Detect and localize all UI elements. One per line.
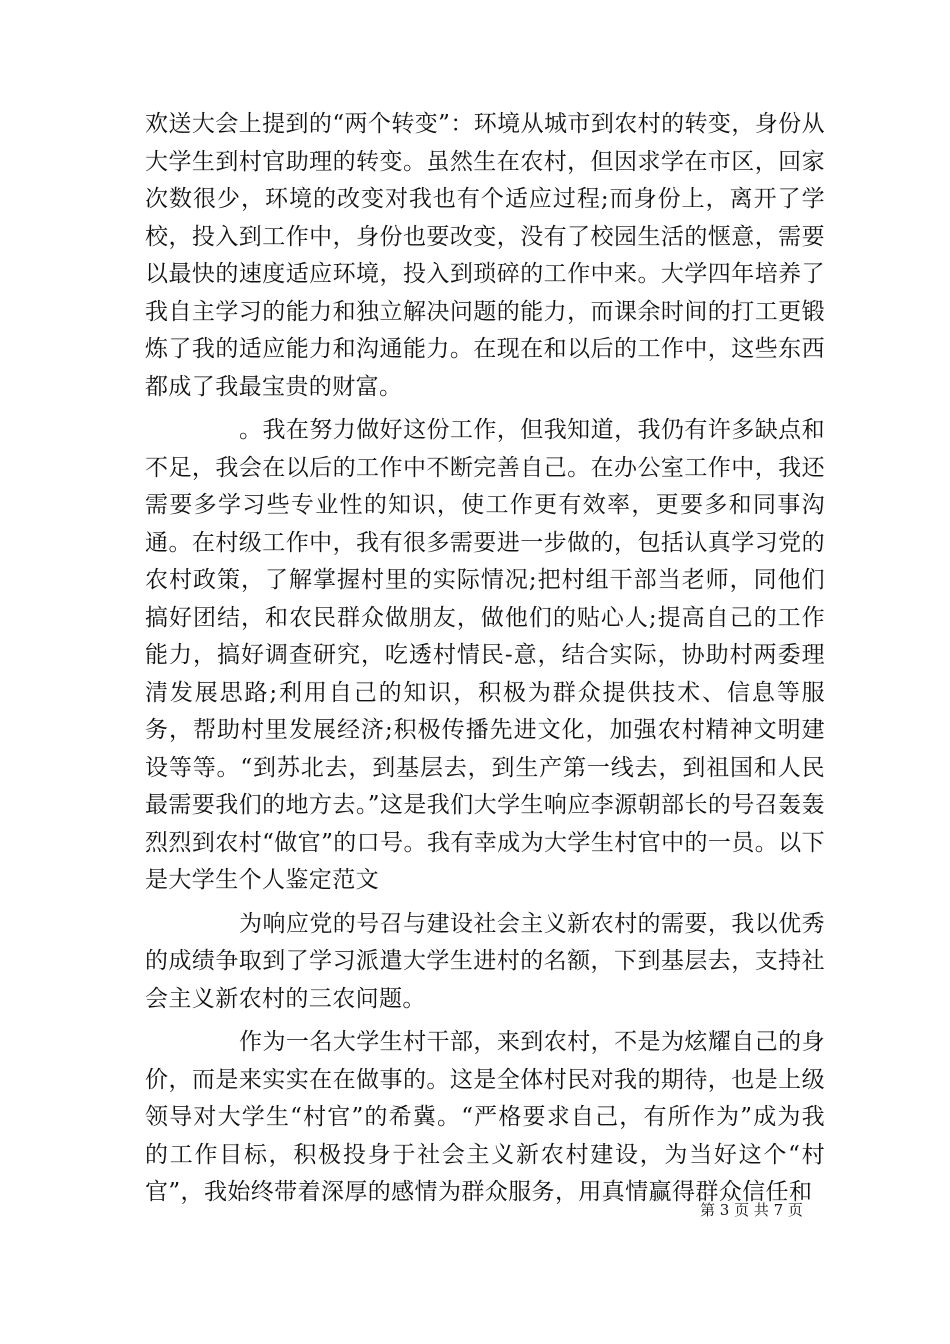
paragraph-2: 。我在努力做好这份工作，但我知道，我仍有许多缺点和不足，我会在以后的工作中不断完善自己。在办公室工作中，我还需要多学习些专业性的知识，使工作更有效率，更要多和同事沟通。在村级工作中，我有很多需要进一步做的，包括认真学习党的农村政策，了解掌握村里的实际情况;把村组干部当老师，同他们搞好团结，和农民群众做朋友，做他们的贴心人;提高自己的工作能力，搞好调查研究，吃透村情民-意，结合实际，协助村两委理清发展思路;利用自己的知识，积极为群众提供技术、信息等服务，帮助村里发展经济;积极传播先进文化，加强农村精神文明建设等等。“到苏北去，到基层去，到生产第一线去，到祖国和人民最需要我们的地方去。”这是我们大学生响应李源朝部长的号召轰轰烈烈到农村“做官”的口号。我有幸成为大学生村官中的一员。以下是大学生个人鉴定范文	[145, 417, 825, 893]
paragraph-3: 为响应党的号召与建设社会主义新农村的需要，我以优秀的成绩争取到了学习派遣大学生进村的名额，下到基层去，支持社会主义新农村的三农问题。	[145, 910, 825, 1012]
page-number-footer: 第 3 页 共 7 页	[700, 1201, 803, 1219]
body-text	[145, 106, 825, 1218]
paragraph-1: 欢送大会上提到的“两个转变”：环境从城市到农村的转变，身份从大学生到村官助理的转变。虽然生在农村，但因求学在市区，回家次数很少，环境的改变对我也有个适应过程;而身份上，离开了学校，投入到工作中，身份也要改变，没有了校园生活的惬意，需要以最快的速度适应环境，投入到琐碎的工作中来。大学四年培养了我自主学习的能力和独立解决问题的能力，而课余时间的打工更锻炼了我的适应能力和沟通能力。在现在和以后的工作中，这些东西都成了我最宝贵的财富。	[145, 111, 825, 400]
paragraph-4: 作为一名大学生村干部，来到农村，不是为炫耀自己的身价，而是来实实在在做事的。这是全体村民对我的期待，也是上级领导对大学生“村官”的希冀。“严格要求自己，有所作为”成为我的工作目标，积极投身于社会主义新农村建设，为当好这个“村官”，我始终带着深厚的感情为群众服务，用真情赢得群众信任和	[145, 1029, 825, 1205]
